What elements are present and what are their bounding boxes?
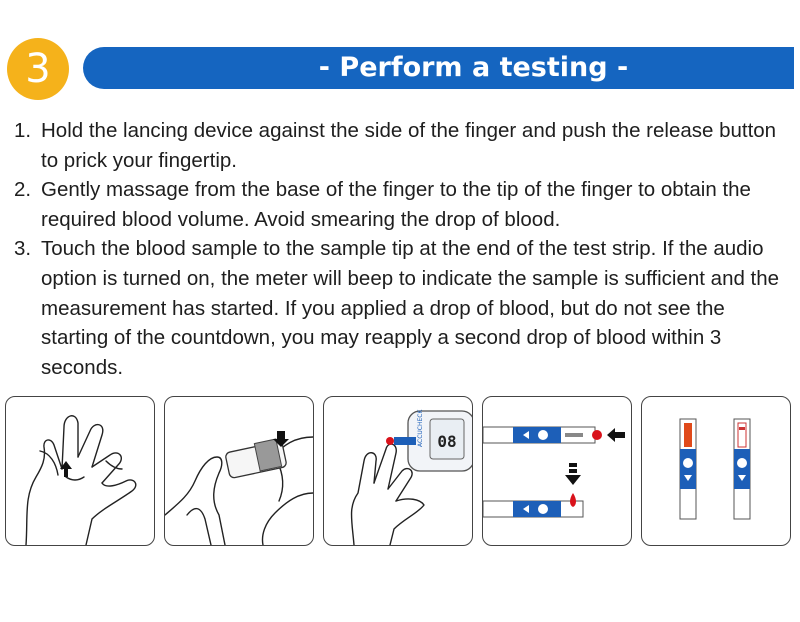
instruction-item bbox=[14, 234, 794, 382]
meter-icon bbox=[324, 397, 472, 545]
illustration-row bbox=[5, 396, 795, 546]
lancing-device-icon bbox=[165, 397, 313, 545]
test-strips-panel bbox=[641, 396, 791, 546]
instruction-number: 2. bbox=[14, 178, 32, 202]
massage-finger-panel bbox=[5, 396, 155, 546]
meter-sample-panel bbox=[323, 396, 473, 546]
instruction-text: Hold the lancing device against the side of the finger and push the release button to prick your fingertip. bbox=[41, 119, 777, 172]
vertical-strip-left bbox=[680, 419, 696, 519]
instruction-number: 1. bbox=[14, 119, 32, 142]
instruction-item bbox=[14, 175, 794, 234]
vertical-strip-right bbox=[734, 419, 750, 519]
instruction-item bbox=[14, 116, 794, 175]
vertical-strips-icon bbox=[642, 397, 790, 545]
instruction-text: Gently massage from the base of the finger to the tip of the finger to obtain the required blood volume. Avoid smearing the drop of blood. bbox=[41, 178, 751, 231]
instruction-number: 3. bbox=[14, 237, 32, 261]
test-strip-bottom bbox=[483, 501, 583, 517]
blood-drop-icon bbox=[592, 430, 602, 440]
hand-icon bbox=[6, 397, 154, 545]
section-title: - Perform a testing - bbox=[318, 52, 629, 83]
instruction-list bbox=[14, 116, 794, 382]
blood-drop-icon bbox=[570, 493, 576, 507]
strip-blood-panel bbox=[482, 396, 632, 546]
test-strip-top bbox=[483, 427, 595, 443]
meter-reading: 08 bbox=[437, 432, 457, 451]
blood-drop-icon bbox=[386, 437, 394, 445]
step-number-badge: 3 bbox=[7, 38, 69, 100]
section-title-bar bbox=[83, 47, 794, 89]
test-strip-icon bbox=[483, 397, 631, 545]
instruction-text: Touch the blood sample to the sample tip at the end of the test strip. If the audio option is turned on, the meter will beep to indicate the sample is sufficient and the measurement has started. If you applied a drop of blood, but do not see the starting of the countdown, you may reapply a second drop of blood within 3 seconds. bbox=[41, 237, 780, 379]
meter-brand: ACCUCHECK bbox=[417, 409, 424, 447]
arrow-down-icon bbox=[565, 463, 581, 485]
inserted-test-strip bbox=[394, 437, 416, 445]
lancing-device-panel bbox=[164, 396, 314, 546]
arrow-left-icon bbox=[607, 428, 625, 442]
